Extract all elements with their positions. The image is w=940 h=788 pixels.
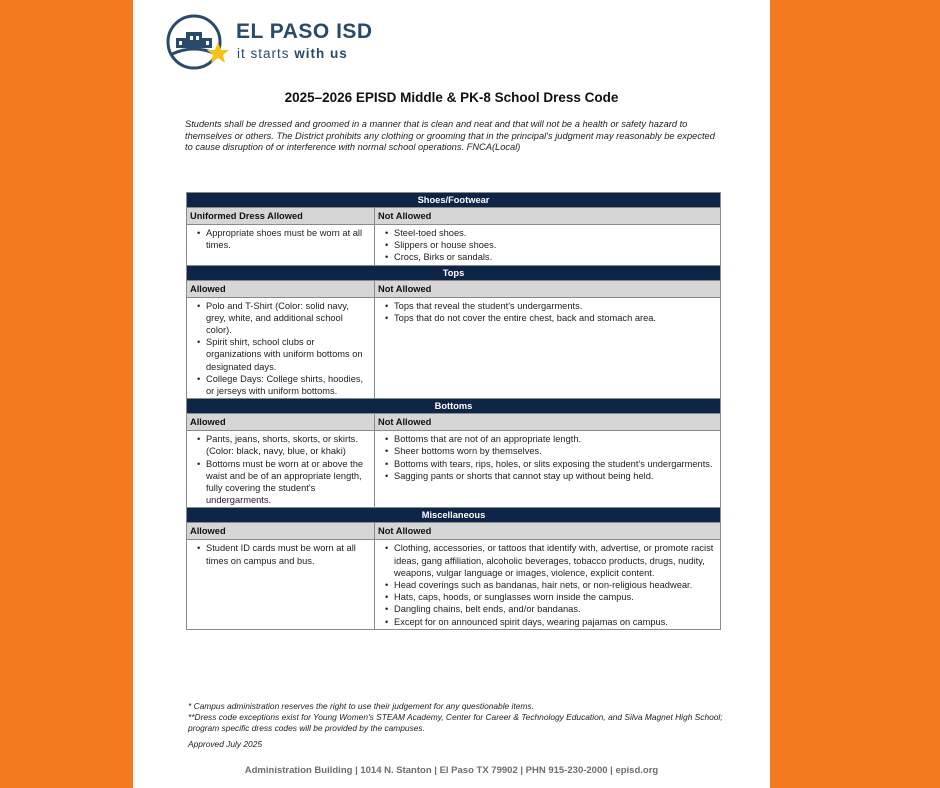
footnote: * Campus administration reserves the right to use their judgement for any questionable items. — [188, 701, 534, 711]
allowed-cell — [187, 225, 375, 266]
page-title: 2025–2026 EPISD Middle & PK-8 School Dress Code — [284, 90, 619, 105]
list-item: • Except for on announced spirit days, wearing pajamas on campus. — [394, 616, 716, 628]
list-item: • Slippers or house shoes. — [394, 239, 716, 251]
not-allowed-cell — [375, 297, 721, 399]
list-item: • Head coverings such as bandanas, hair nets, or non-religious headwear. — [394, 579, 716, 591]
column-header-allowed: Allowed — [187, 280, 375, 297]
document-page — [133, 0, 770, 788]
not-allowed-cell — [375, 225, 721, 266]
allowed-list — [191, 300, 370, 398]
address-footer: Administration Building | 1014 N. Stanton | El Paso TX 79902 | PHN 915-230-2000 | episd.org — [244, 765, 659, 776]
tagline-bold: with us — [294, 46, 348, 61]
section-header-bottoms: Bottoms — [187, 399, 721, 414]
list-item: • Tops that reveal the student's undergarments. — [394, 300, 716, 312]
not-allowed-list — [379, 300, 716, 324]
dress-code-table — [186, 192, 721, 630]
list-item: • Tops that do not cover the entire chest, back and stomach area. — [394, 312, 716, 324]
section-header-tops: Tops — [187, 265, 721, 280]
list-item: • Bottoms must be worn at or above the waist and be of an appropriate length, fully covering the student's undergarments. — [206, 458, 370, 507]
column-header-not-allowed: Not Allowed — [375, 414, 721, 431]
not-allowed-list — [379, 227, 716, 264]
not-allowed-cell — [375, 540, 721, 629]
allowed-cell — [187, 540, 375, 629]
district-tagline — [237, 46, 348, 61]
tagline-light: it starts — [237, 46, 295, 61]
allowed-cell — [187, 297, 375, 399]
list-item: • Hats, caps, hoods, or sunglasses worn inside the campus. — [394, 591, 716, 603]
column-header-not-allowed: Not Allowed — [375, 208, 721, 225]
section-header-shoes: Shoes/Footwear — [187, 193, 721, 208]
list-item: • Sheer bottoms worn by themselves. — [394, 445, 716, 457]
school-building-logo-icon — [166, 14, 230, 70]
not-allowed-list — [379, 433, 716, 482]
section-header-miscellaneous: Miscellaneous — [187, 508, 721, 523]
not-allowed-cell — [375, 431, 721, 508]
list-item: • Spirit shirt, school clubs or organizations with uniform bottoms on designated days. — [206, 336, 370, 373]
footnote: **Dress code exceptions exist for Young Women's STEAM Academy, Center for Career & Technology Education, and Silva Magnet High School; program specific dress codes will be provided by the campuses. — [188, 712, 723, 733]
list-item: • Clothing, accessories, or tattoos that identify with, advertise, or promote racist ideas, gang affiliation, alcoholic beverages, tobacco products, drugs, nudity, weapons, vulgar language or images, violence, explicit content. — [394, 542, 716, 579]
list-item: • Pants, jeans, shorts, skorts, or skirts. (Color: black, navy, blue, or khaki) — [206, 433, 370, 457]
not-allowed-list — [379, 542, 716, 627]
intro-paragraph: Students shall be dressed and groomed in a manner that is clean and neat and that will not be a health or safety hazard to themselves or others. The District prohibits any clothing or grooming that in the principal's judgment may reasonably be expected to cause disruption of or interference with normal school operations. FNCA(Local) — [185, 119, 715, 152]
allowed-list — [191, 542, 370, 566]
allowed-list — [191, 227, 370, 251]
district-name: EL PASO ISD — [236, 20, 373, 43]
column-header-not-allowed: Not Allowed — [375, 523, 721, 540]
list-item: • Student ID cards must be worn at all times on campus and bus. — [206, 542, 370, 566]
list-item: • Appropriate shoes must be worn at all times. — [206, 227, 370, 251]
list-item: • Sagging pants or shorts that cannot stay up without being held. — [394, 470, 716, 482]
allowed-list — [191, 433, 370, 506]
footnotes — [188, 701, 728, 734]
allowed-cell — [187, 431, 375, 508]
column-header-allowed: Uniformed Dress Allowed — [187, 208, 375, 225]
list-item: • Dangling chains, belt ends, and/or bandanas. — [394, 603, 716, 615]
list-item: • Crocs, Birks or sandals. — [394, 251, 716, 263]
list-item: • Steel-toed shoes. — [394, 227, 716, 239]
list-item: • Bottoms that are not of an appropriate length. — [394, 433, 716, 445]
column-header-allowed: Allowed — [187, 414, 375, 431]
list-item: • College Days: College shirts, hoodies, or jerseys with uniform bottoms. — [206, 373, 370, 397]
approval-date: Approved July 2025 — [188, 739, 263, 749]
column-header-allowed: Allowed — [187, 523, 375, 540]
district-logo — [166, 14, 406, 70]
list-item: • Polo and T-Shirt (Color: solid navy, grey, white, and additional school color). — [206, 300, 370, 337]
column-header-not-allowed: Not Allowed — [375, 280, 721, 297]
list-item: • Bottoms with tears, rips, holes, or slits exposing the student's undergarments. — [394, 458, 716, 470]
